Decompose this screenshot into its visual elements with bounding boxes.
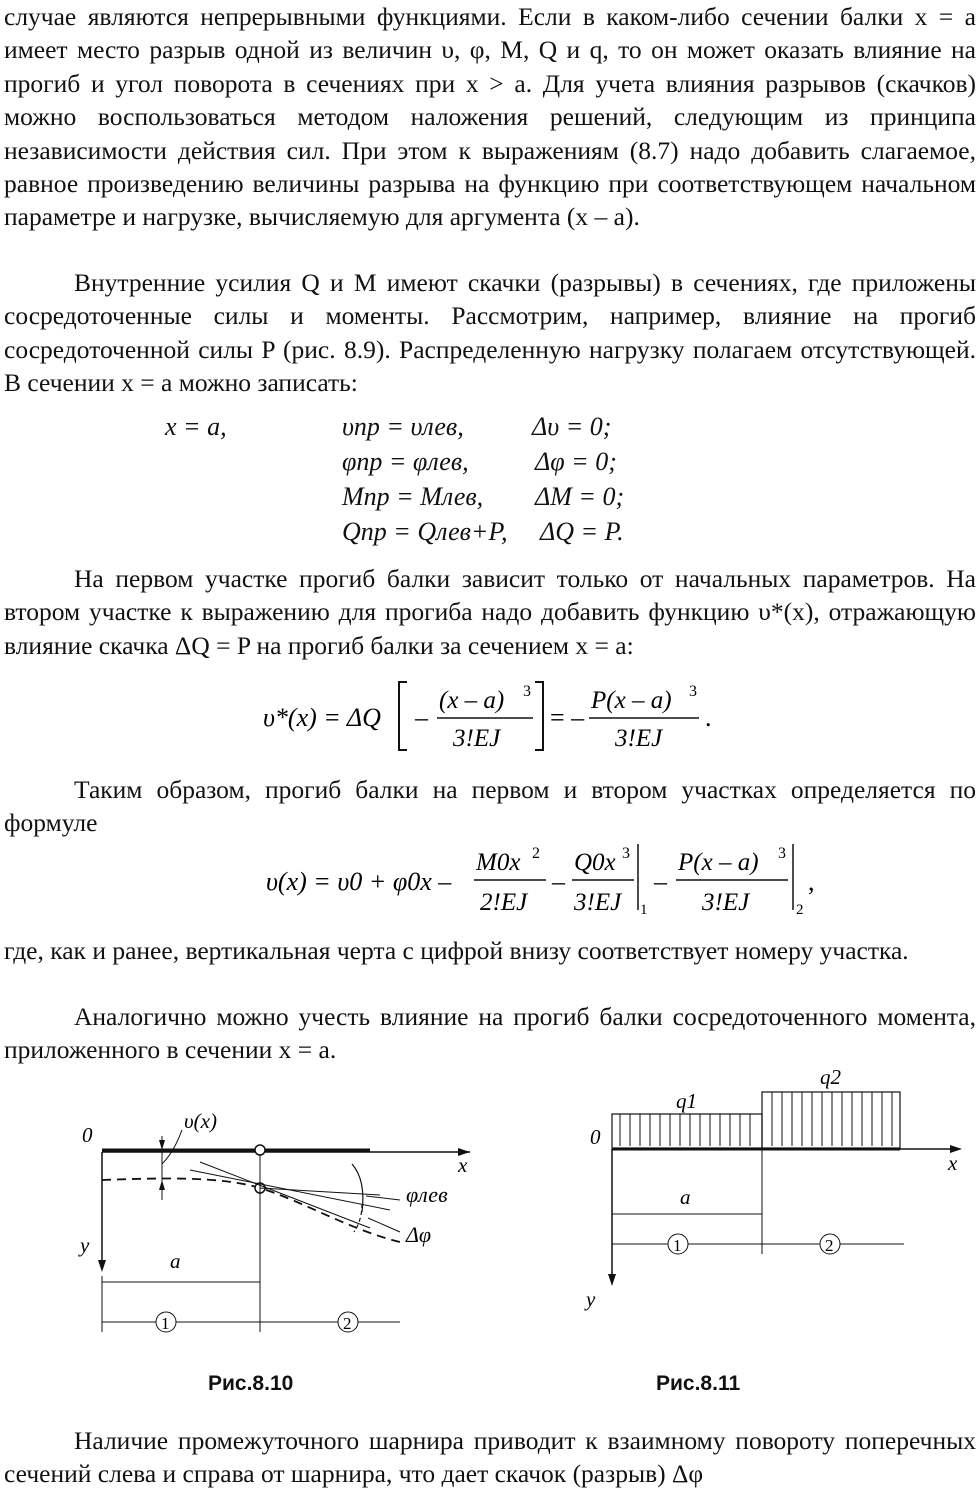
fig1-angle-jump-label: Δφ [406,1222,432,1247]
formula2-sub1: 1 [640,902,648,918]
fig2-segment-1: 1 [673,1236,682,1255]
tangent-right [200,1162,370,1228]
condition-row-3-right: ΔM = 0; [535,482,625,511]
fig1-span-label: a [170,1249,181,1273]
leader-phi [366,1196,400,1200]
fig2-span-label: a [680,1185,691,1209]
fig1-origin-label: 0 [82,1123,93,1147]
condition-row-1-right: Δυ = 0; [532,412,612,441]
paragraph-1: случае являются непрерывными функциями. Если в каком-либо сечении балки x = a имеет место разрыв одной из величин υ, φ, M, Q и q, то он может оказать влияние на прогиб и угол поворота в сечениях при x > a. Для учета влияния разрывов (скачков) можно воспользоваться методом наложения решений, следующим из принципа независимости действия сил. При этом к выражениям (8.7) надо добавить слагаемое, равное произведению величины разрыва на функцию при соответствующем начальном параметре и нагрузке, вычисляемую для аргумента (x – a). [4,2,976,232]
hinge-top [255,1145,265,1155]
fig2-load2-label: q2 [820,1065,841,1089]
period: . [705,703,712,732]
fig1-deflection-label: υ(x) [184,1109,217,1133]
deflection-leader [162,1130,182,1164]
minus-t3: – [654,867,667,896]
deflection-curve [102,1178,400,1242]
load-block-q2 [762,1092,900,1148]
formula2-t1pow: 2 [532,845,540,862]
paragraph-3: На первом участке прогиб балки зависит только от начальных параметров. На втором участке к выражению для прогиба надо добавить функцию υ*(x), отражающую влияние скачка ΔQ = P на прогиб балки за сечением x = a: [4,564,976,660]
fig1-angle-left-label: φлев [406,1182,448,1207]
y-axis-arrow [98,1260,106,1272]
comma: , [808,867,815,896]
formula1-den2: 3!EJ [615,725,663,752]
formula-deflection-jump [255,676,735,756]
figure-8-10 [70,1100,480,1340]
formula-deflection-total [262,838,822,924]
figure-8-11-caption: Рис.8.11 [656,1372,741,1395]
fig1-segment-1: 1 [161,1314,170,1333]
paragraph-7: Наличие промежуточного шарнира приводит к взаимному повороту поперечных сечений слева и справа от шарнира, что дает скачок (разрыв) Δφ [4,1426,976,1489]
load-arrows [620,1092,892,1146]
fig1-x-label: x [458,1153,468,1177]
angle-arc-left [352,1164,363,1212]
formula2-t3num: P(x – a) [678,849,759,876]
formula2-t3pow: 3 [778,845,786,862]
minus-sign-1: – [415,703,428,732]
condition-row-4-right: ΔQ = P. [540,517,624,546]
fig2-y-label: y [586,1287,596,1311]
formula1-power1: 3 [523,683,531,700]
formula2-t1num: M0x [476,849,521,876]
formula2-t2num: Q0x [574,849,616,876]
bracket-right [535,682,543,750]
condition-row-2-left: φпр = φлев, [342,447,469,476]
formula1-den1: 3!EJ [453,725,501,752]
fig2-origin-label: 0 [590,1125,601,1149]
formula2-t2den: 3!EJ [574,889,622,916]
paragraph-5: где, как и ранее, вертикальная черта с цифрой внизу соответствует номеру участка. [4,936,909,965]
paragraph-4: Таким образом, прогиб балки на первом и втором участках определяется по формуле [4,775,976,838]
formula2-t3den: 3!EJ [702,889,750,916]
condition-row-3-left: Mпр = Mлев, [342,482,484,511]
minus-t2: – [552,867,565,896]
leader-dphi [368,1218,400,1232]
condition-row-1-left: υпр = υлев, [342,412,464,441]
fig2-x-label: x [948,1151,958,1175]
figure-8-11 [580,1060,975,1320]
condition-row-2-right: Δφ = 0; [535,447,617,476]
fig1-y-label: y [80,1233,90,1257]
formula1-num1: (x – a) [439,687,505,714]
formula2-t1den: 2!EJ [480,889,528,916]
formula1-lhs: υ*(x) = ΔQ [263,703,381,732]
paragraph-6: Аналогично можно учесть влияние на прогиб балки сосредоточенного момента, приложенного в сечении x = a. [4,1002,976,1065]
equals-minus: = – [550,703,585,732]
condition-row-4-left: Qпр = Qлев+P, [342,517,508,546]
formula1-num2: P(x – a) [591,687,672,714]
deflection-arrow-bottom [159,1180,165,1190]
fig2-load1-label: q1 [676,1089,697,1113]
fig2-y-axis-arrow [608,1274,616,1286]
formula2-sub2: 2 [796,902,804,918]
fig2-segment-2: 2 [825,1236,834,1255]
formula2-t2pow: 3 [622,845,630,862]
paragraph-2: Внутренние усилия Q и M имеют скачки (разрывы) в сечениях, где приложены сосредоточенные силы и моменты. Рассмотрим, например, влияние на прогиб сосредоточенной силы P (рис. 8.9). Распределенную нагрузку полагаем отсутствующей. В сечении x = a можно записать: [4,268,976,398]
bracket-left [399,682,407,750]
formula1-power2: 3 [689,683,697,700]
figure-8-10-caption: Рис.8.10 [208,1372,294,1395]
fig1-segment-2: 2 [343,1314,352,1333]
condition-section: x = a, [165,412,227,441]
formula2-lhs: υ(x) = υ0 + φ0x – [266,867,452,896]
